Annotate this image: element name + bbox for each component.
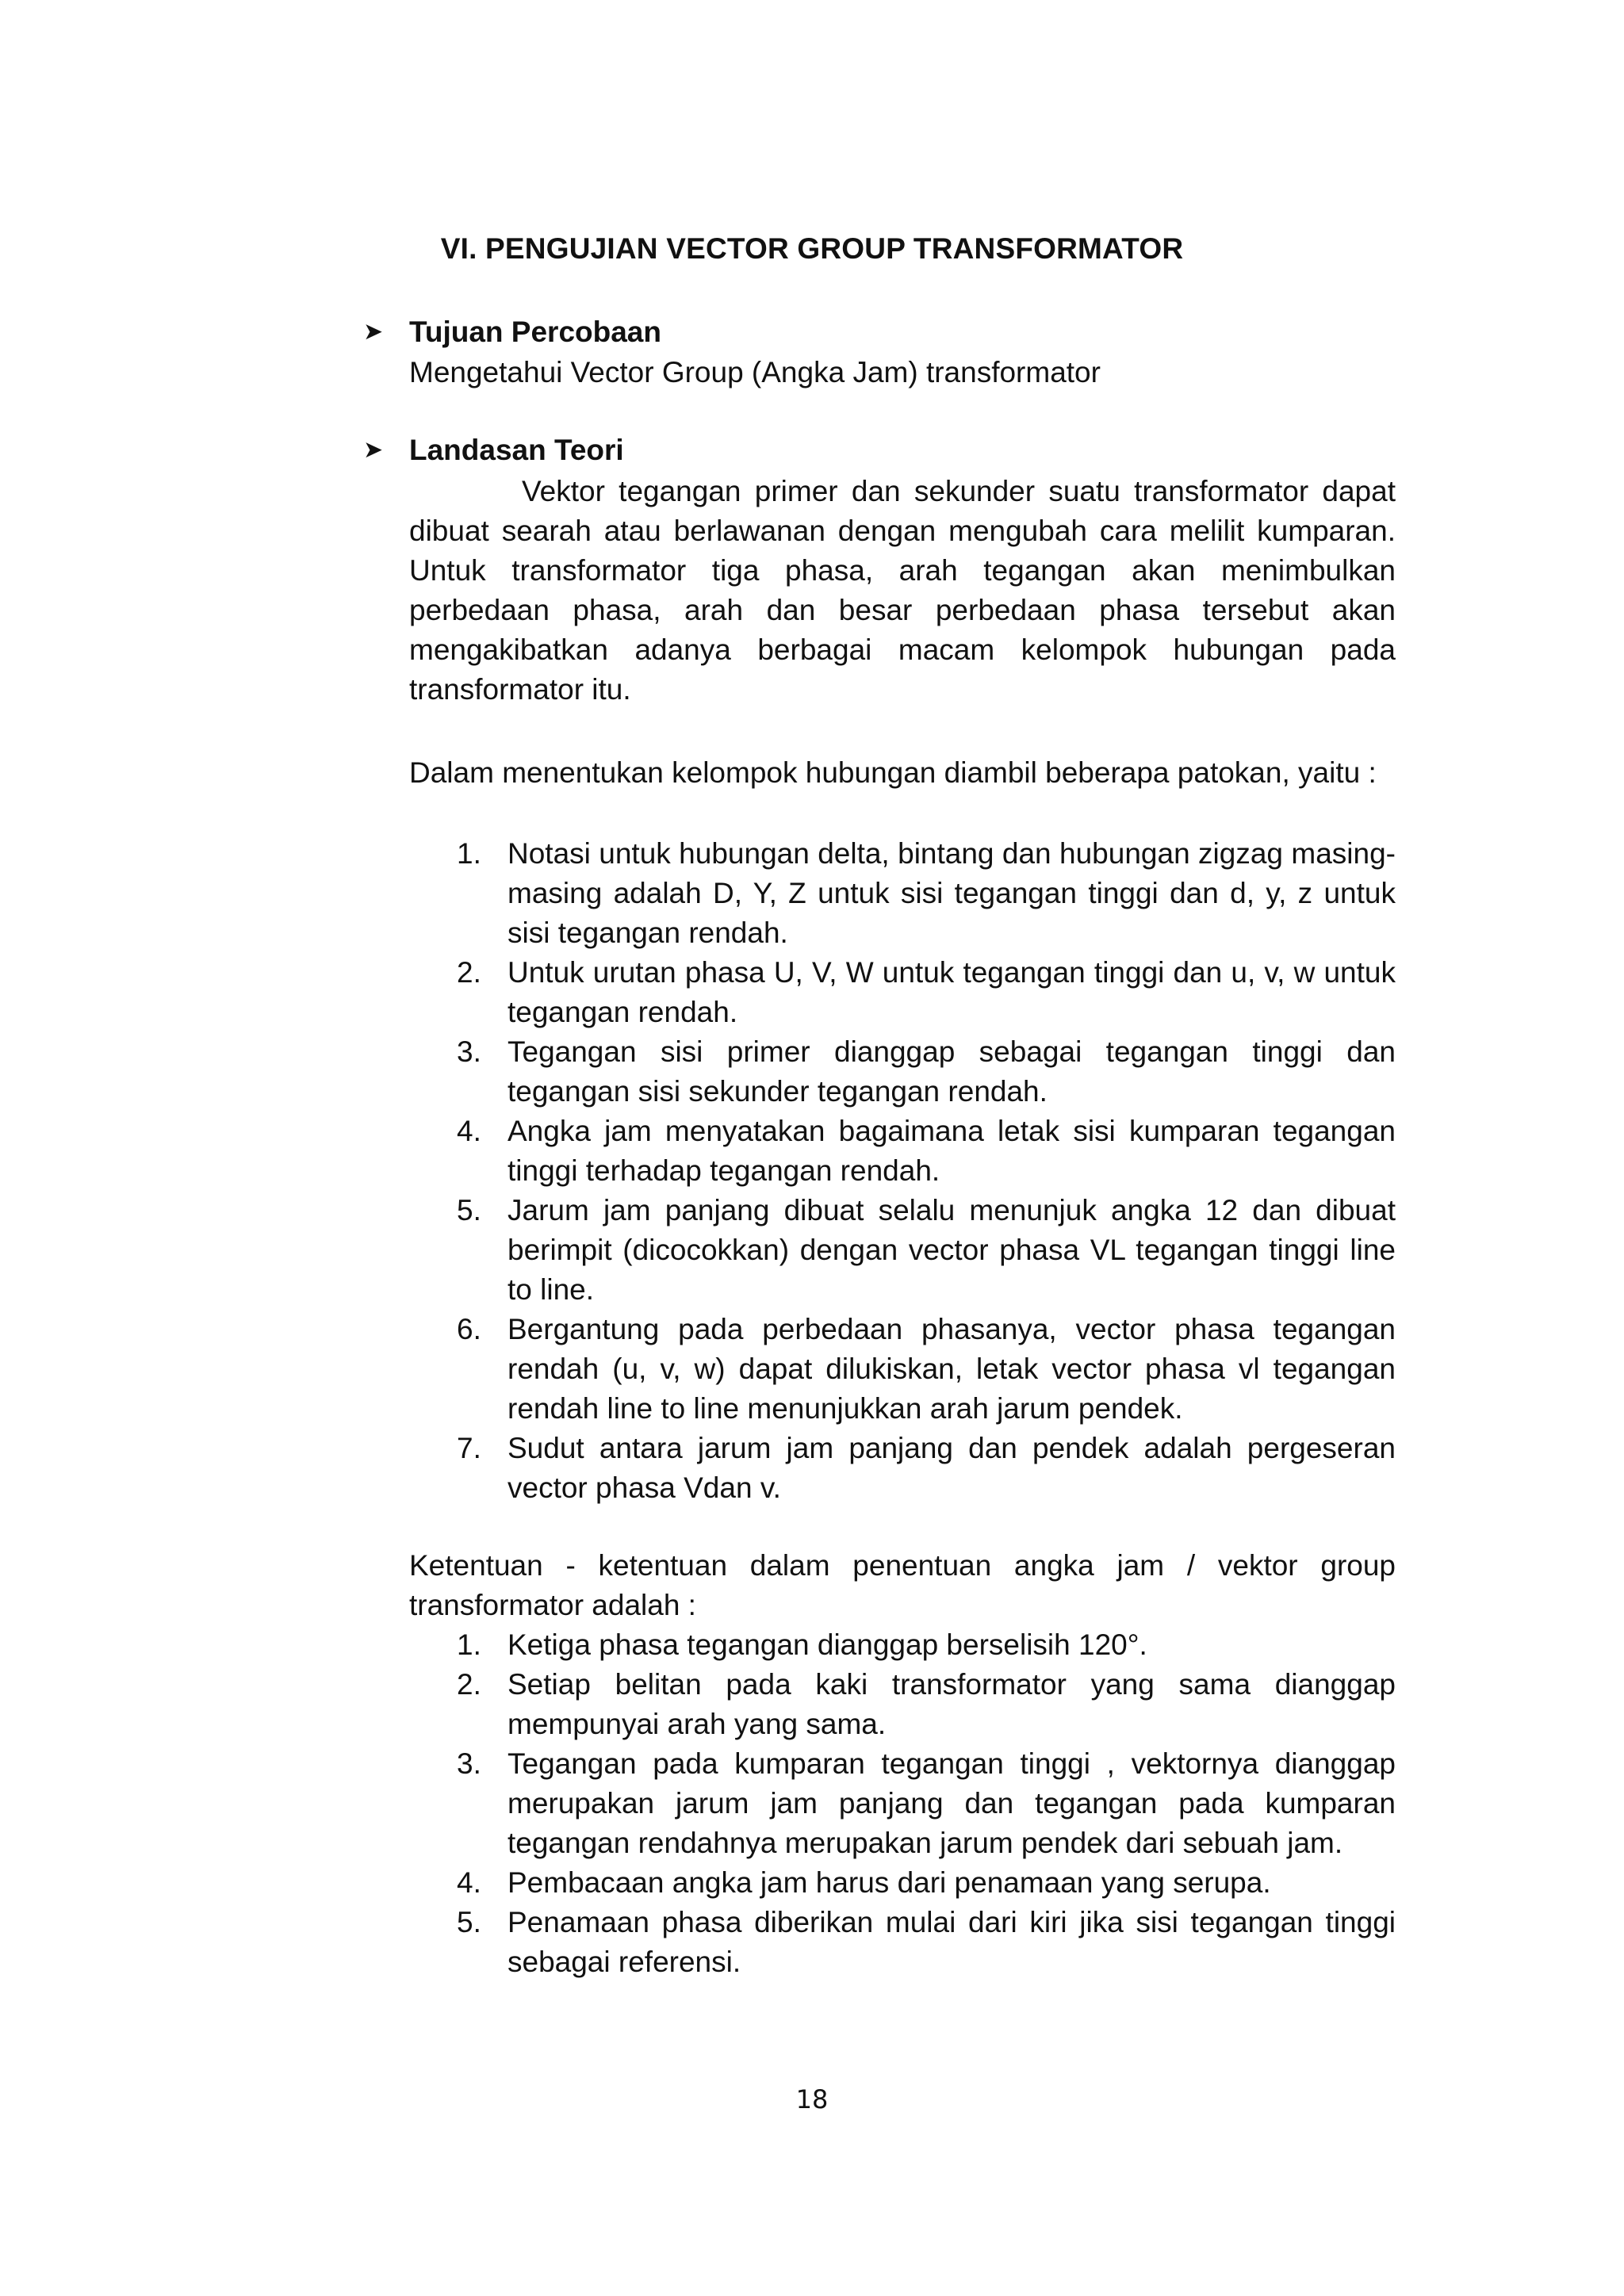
page-title: VI. PENGUJIAN VECTOR GROUP TRANSFORMATOR	[440, 232, 1184, 265]
list-item: 7. Sudut antara jarum jam panjang dan pendek adalah pergeseran vector phasa Vdan v.	[457, 1432, 1396, 1504]
page-number: 18	[795, 2084, 829, 2114]
section-heading-label: Landasan Teori	[409, 434, 624, 466]
list-item: 5. Jarum jam panjang dibuat selalu menunjuk angka 12 dan dibuat berimpit (dicocokkan) dengan vector phasa VL tegangan tinggi line to line.	[457, 1194, 1396, 1306]
section-heading-label: Tujuan Percobaan	[409, 316, 661, 348]
landasan-paragraph-1: Vektor tegangan primer dan sekunder suatu transformator dapat dibuat searah atau berlawanan dengan mengubah cara melilit kumparan. Untuk transformator tiga phasa, arah tegangan akan menimbulkan perbedaan phasa, arah dan besar perbedaan phasa tersebut akan mengakibatkan adanya berbagai macam kelompok hubungan pada transformator itu.	[409, 475, 1396, 706]
list-item: 1. Notasi untuk hubungan delta, bintang dan hubungan zigzag masing-masing adalah D, Y, Z untuk sisi tegangan tinggi dan d, y, z untuk sisi tegangan rendah.	[457, 837, 1396, 949]
arrowhead-bullet-icon: ➤	[363, 319, 384, 345]
list-item: 2. Setiap belitan pada kaki transformator yang sama dianggap mempunyai arah yang sama.	[457, 1668, 1396, 1740]
section-heading-tujuan	[363, 313, 661, 351]
tujuan-text: Mengetahui Vector Group (Angka Jam) transformator	[409, 356, 1101, 388]
ketentuan-list	[409, 1625, 1396, 1982]
landasan-paragraph-3: Ketentuan - ketentuan dalam penentuan angka jam / vektor group transformator adalah :	[409, 1549, 1396, 1621]
list-item: 1. Ketiga phasa tegangan dianggap berselisih 120°.	[457, 1628, 1147, 1661]
arrowhead-bullet-icon: ➤	[363, 437, 384, 463]
list-item: 5. Penamaan phasa diberikan mulai dari kiri jika sisi tegangan tinggi sebagai referensi.	[457, 1906, 1396, 1978]
list-item: 3. Tegangan pada kumparan tegangan tinggi , vektornya dianggap merupakan jarum jam panjang dan tegangan pada kumparan tegangan rendahnya merupakan jarum pendek dari sebuah jam.	[457, 1747, 1396, 1859]
section-heading-landasan	[363, 431, 624, 469]
patokan-list	[409, 834, 1396, 1508]
landasan-paragraph-2: Dalam menentukan kelompok hubungan diambil beberapa patokan, yaitu :	[409, 756, 1377, 789]
list-item: 4. Angka jam menyatakan bagaimana letak sisi kumparan tegangan tinggi terhadap tegangan rendah.	[457, 1115, 1396, 1187]
list-item: 6. Bergantung pada perbedaan phasanya, vector phasa tegangan rendah (u, v, w) dapat dilukiskan, letak vector phasa vl tegangan rendah line to line menunjukkan arah jarum pendek.	[457, 1313, 1396, 1425]
list-item: 3. Tegangan sisi primer dianggap sebagai tegangan tinggi dan tegangan sisi sekunder tegangan rendah.	[457, 1035, 1396, 1108]
list-item: 4. Pembacaan angka jam harus dari penamaan yang serupa.	[457, 1866, 1271, 1899]
list-item: 2. Untuk urutan phasa U, V, W untuk tegangan tinggi dan u, v, w untuk tegangan rendah.	[457, 956, 1396, 1028]
